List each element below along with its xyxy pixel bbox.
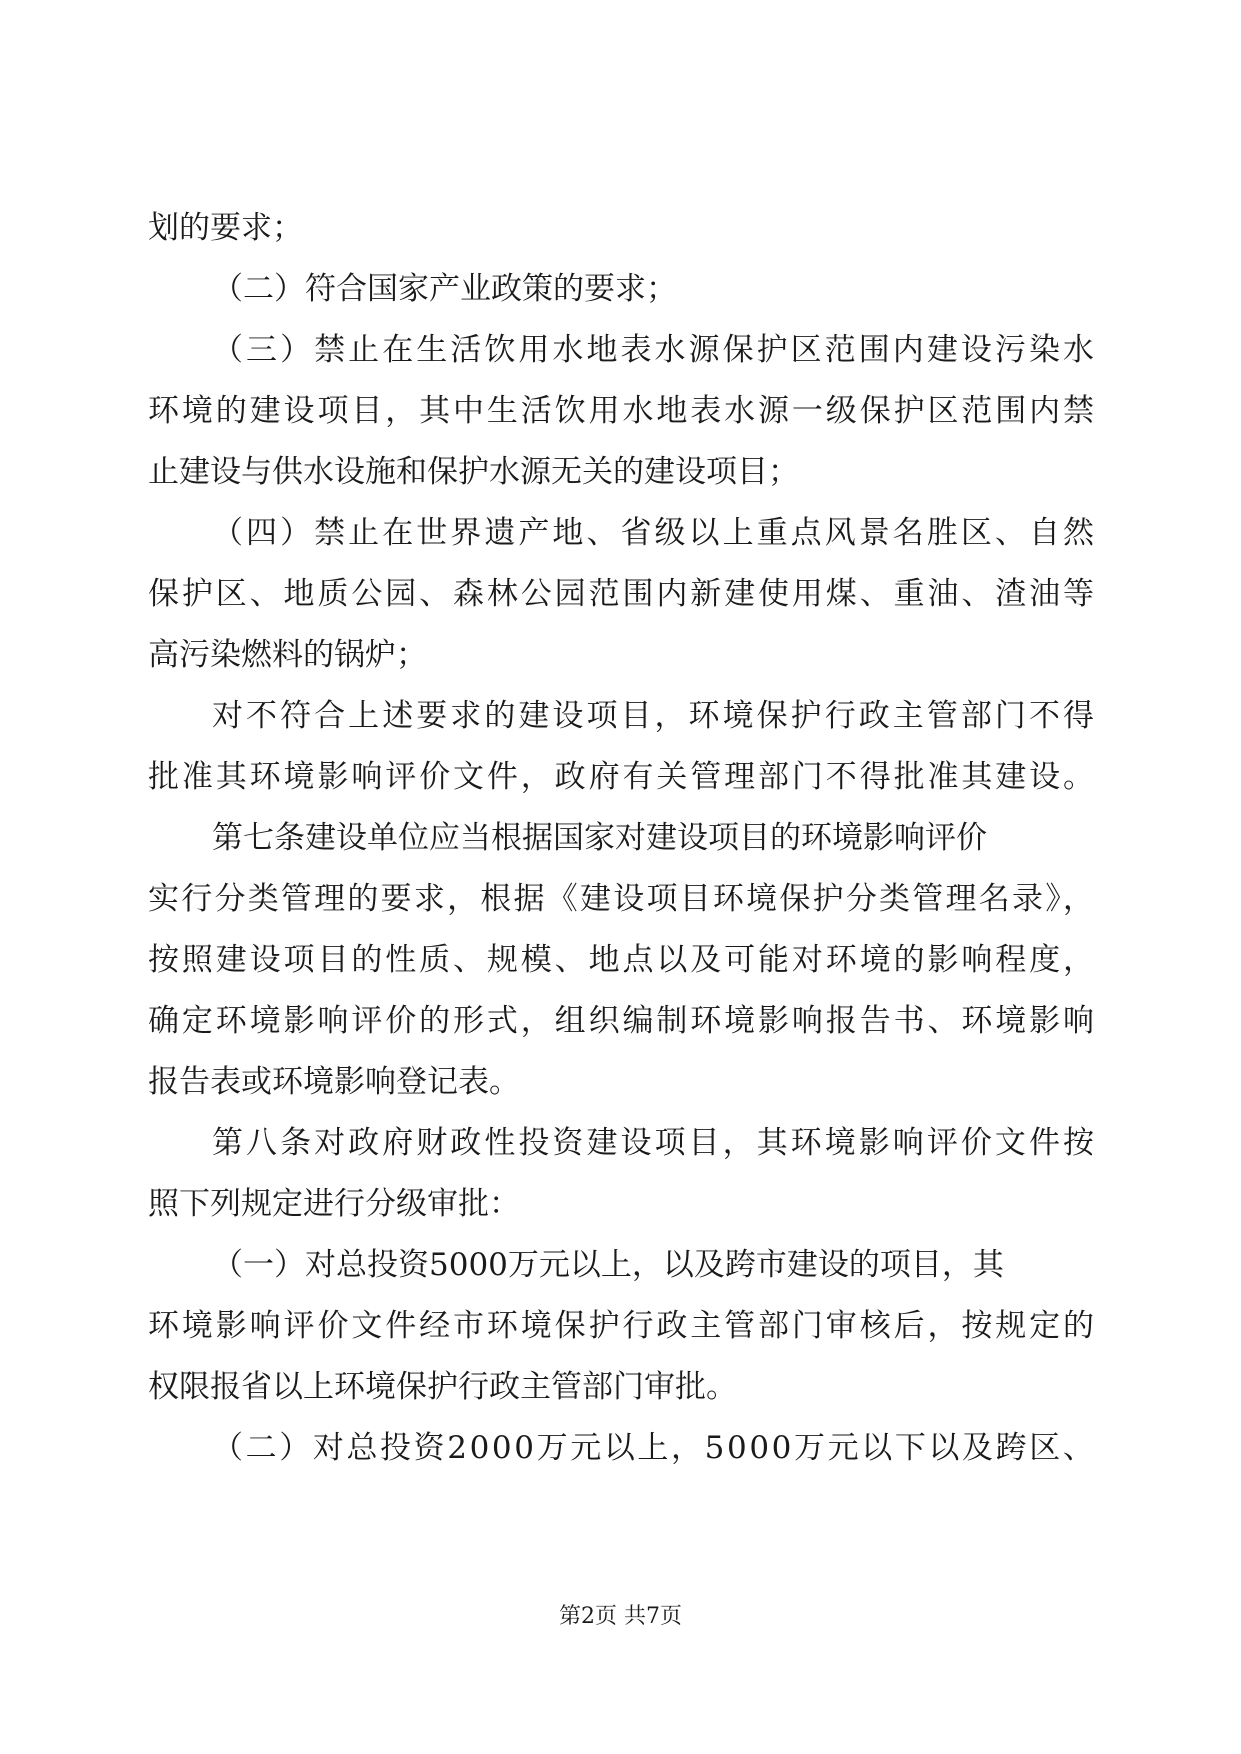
text-line — [0, 1418, 1241, 1478]
text-line-content: 权限报省以上环境保护行政主管部门审批。 — [148, 1369, 737, 1405]
text-line-content: （二）符合国家产业政策的要求； — [212, 271, 677, 307]
text-line-content: 高污染燃料的锅炉； — [148, 637, 427, 673]
text-line — [0, 259, 1241, 319]
text-line — [0, 1357, 1241, 1417]
text-line-content: （一）对总投资5000万元以上，以及跨市建设的项目，其 — [212, 1247, 1004, 1283]
text-line-content: 第八条对政府财政性投资建设项目，其环境影响评价文件按 — [212, 1125, 1098, 1161]
text-line — [0, 625, 1241, 685]
text-line — [0, 808, 1241, 868]
text-line-content: 环境的建设项目，其中生活饮用水地表水源一级保护区范围内禁 — [148, 393, 1097, 429]
text-line — [0, 503, 1241, 563]
text-line-content: 划的要求； — [148, 210, 303, 246]
text-line-content: 保护区、地质公园、森林公园范围内新建使用煤、重油、渣油等 — [148, 576, 1097, 612]
text-line — [0, 198, 1241, 258]
text-line — [0, 1174, 1241, 1234]
text-line — [0, 686, 1241, 746]
text-line-content: 环境影响评价文件经市环境保护行政主管部门审核后，按规定的 — [148, 1308, 1097, 1344]
text-line — [0, 564, 1241, 624]
text-line-content: （四）禁止在世界遗产地、省级以上重点风景名胜区、自然 — [212, 515, 1098, 551]
text-line-content: 确定环境影响评价的形式，组织编制环境影响报告书、环境影响 — [148, 1003, 1097, 1039]
text-line — [0, 1296, 1241, 1356]
text-line — [0, 320, 1241, 380]
text-line-content: 报告表或环境影响登记表。 — [148, 1064, 520, 1100]
text-line-content: 止建设与供水设施和保护水源无关的建设项目； — [148, 454, 799, 490]
text-line — [0, 747, 1241, 807]
text-line-content: 对不符合上述要求的建设项目，环境保护行政主管部门不得 — [212, 698, 1098, 734]
text-line-content: （二）对总投资2000万元以上，5000万元以下以及跨区、 — [212, 1430, 1097, 1466]
text-line — [0, 1235, 1241, 1295]
text-line — [0, 930, 1241, 990]
text-line — [0, 442, 1241, 502]
text-line — [0, 381, 1241, 441]
text-line-content: 照下列规定进行分级审批： — [148, 1186, 520, 1222]
page-number-footer: 第2页 共7页 — [559, 1604, 682, 1629]
text-line — [0, 991, 1241, 1051]
text-line-content: 批准其环境影响评价文件，政府有关管理部门不得批准其建设。 — [148, 759, 1097, 795]
text-line — [0, 1113, 1241, 1173]
text-line — [0, 869, 1241, 929]
text-line — [0, 1052, 1241, 1112]
text-line-content: 实行分类管理的要求，根据《建设项目环境保护分类管理名录》， — [148, 881, 1097, 917]
text-line-content: （三）禁止在生活饮用水地表水源保护区范围内建设污染水 — [212, 332, 1098, 368]
text-line-content: 按照建设项目的性质、规模、地点以及可能对环境的影响程度， — [148, 942, 1097, 978]
text-line-content: 第七条建设单位应当根据国家对建设项目的环境影响评价 — [212, 820, 987, 856]
